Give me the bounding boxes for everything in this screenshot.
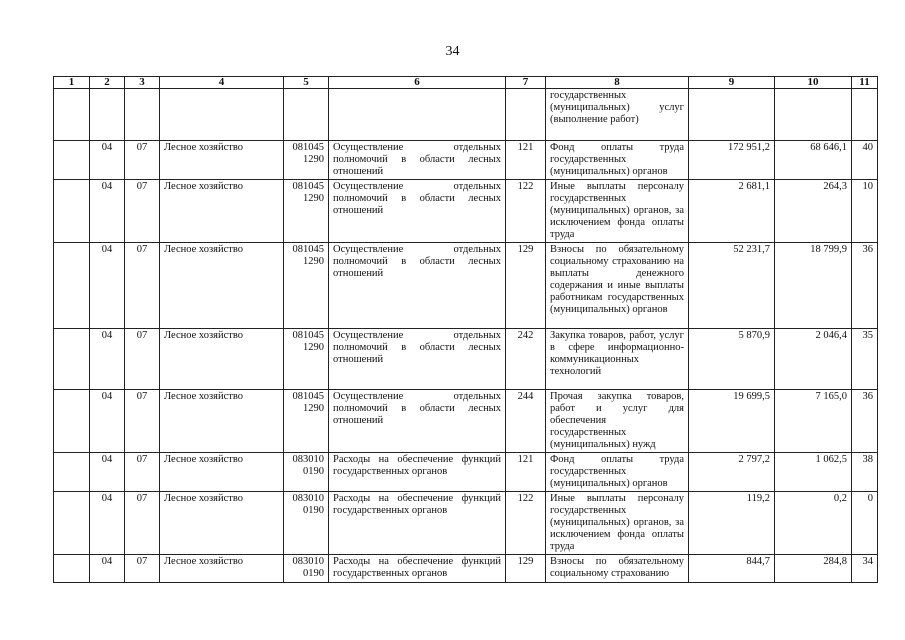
- column-header-2: 2: [90, 77, 125, 89]
- cell-col1: [54, 390, 90, 453]
- cell-executed: 1 062,5: [775, 453, 852, 492]
- cell-expense-name: Взносы по обязательному социальному страхованию на выплаты денежного содержания и иные выплаты работникам государственных (муниципальных) органов: [546, 243, 689, 329]
- column-header-10: 10: [775, 77, 852, 89]
- target-code-part2: 0190: [303, 568, 324, 579]
- cell-col1: [54, 492, 90, 555]
- cell-subsection: 07: [125, 141, 160, 180]
- cell-subsection: 07: [125, 492, 160, 555]
- cell-section-name: Лесное хозяйство: [160, 180, 284, 243]
- column-header-5: 5: [284, 77, 329, 89]
- cell-expense-name: Иные выплаты персоналу государственных (муниципальных) органов, за исключением фонда оплаты труда: [546, 492, 689, 555]
- target-code-part2: 1290: [303, 403, 324, 414]
- target-code-part1: 081045: [292, 142, 324, 153]
- cell-col1: [54, 89, 90, 141]
- cell-plan: 52 231,7: [689, 243, 775, 329]
- cell-col1: [54, 329, 90, 390]
- cell-target-code: [284, 390, 329, 453]
- cell-section-name: Лесное хозяйство: [160, 555, 284, 583]
- cell-expense-name: Фонд оплаты труда государственных (муниципальных) органов: [546, 453, 689, 492]
- cell-section: 04: [90, 329, 125, 390]
- table-header-row: [54, 77, 878, 89]
- cell-plan: 844,7: [689, 555, 775, 583]
- column-header-7: 7: [506, 77, 546, 89]
- cell-purpose: Осуществление отдельных полномочий в области лесных отношений: [329, 243, 506, 329]
- cell-section: 04: [90, 453, 125, 492]
- cell-subsection: 07: [125, 390, 160, 453]
- table-row: [54, 453, 878, 492]
- target-code-part2: 1290: [303, 256, 324, 267]
- cell-purpose: Расходы на обеспечение функций государственных органов: [329, 555, 506, 583]
- cell-purpose: Осуществление отдельных полномочий в области лесных отношений: [329, 180, 506, 243]
- page-number: 34: [445, 44, 460, 59]
- cell-expense-name: Закупка товаров, работ, услуг в сфере информационно-коммуникационных технологий: [546, 329, 689, 390]
- cell-section: 04: [90, 555, 125, 583]
- cell-subsection: 07: [125, 453, 160, 492]
- table-row: [54, 180, 878, 243]
- column-header-3: 3: [125, 77, 160, 89]
- cell-expense-type: 244: [506, 390, 546, 453]
- column-header-11: 11: [852, 77, 878, 89]
- cell-section-name: Лесное хозяйство: [160, 453, 284, 492]
- table-row: [54, 329, 878, 390]
- table-row: [54, 555, 878, 583]
- cell-percent: 40: [852, 141, 878, 180]
- cell-target-code: [284, 453, 329, 492]
- cell-target-code: [284, 141, 329, 180]
- cell-subsection: 07: [125, 243, 160, 329]
- cell-plan: 172 951,2: [689, 141, 775, 180]
- cell-expense-type: 121: [506, 141, 546, 180]
- cell-target-code: [284, 243, 329, 329]
- cell-section: 04: [90, 141, 125, 180]
- table-row: [54, 141, 878, 180]
- cell-subsection: 07: [125, 329, 160, 390]
- cell-plan: 2 681,1: [689, 180, 775, 243]
- target-code-part1: 083010: [292, 556, 324, 567]
- cell-target-code: [284, 89, 329, 141]
- budget-table: [53, 76, 878, 583]
- cell-expense-type: 242: [506, 329, 546, 390]
- column-header-4: 4: [160, 77, 284, 89]
- cell-target-code: [284, 492, 329, 555]
- target-code-part2: 1290: [303, 193, 324, 204]
- cell-expense-name: государственных (муниципальных) услуг (выполнение работ): [546, 89, 689, 141]
- cell-section-name: Лесное хозяйство: [160, 329, 284, 390]
- cell-expense-type: 122: [506, 180, 546, 243]
- table-body: [54, 89, 878, 583]
- cell-section-name: [160, 89, 284, 141]
- cell-expense-name: Взносы по обязательному социальному страхованию: [546, 555, 689, 583]
- cell-section: 04: [90, 243, 125, 329]
- cell-expense-type: 122: [506, 492, 546, 555]
- target-code-part1: 083010: [292, 454, 324, 465]
- cell-expense-type: 129: [506, 555, 546, 583]
- table-row: [54, 390, 878, 453]
- cell-plan: [689, 89, 775, 141]
- cell-percent: 36: [852, 390, 878, 453]
- column-header-6: 6: [329, 77, 506, 89]
- cell-col1: [54, 141, 90, 180]
- cell-plan: 2 797,2: [689, 453, 775, 492]
- cell-percent: 34: [852, 555, 878, 583]
- cell-executed: 0,2: [775, 492, 852, 555]
- cell-section: 04: [90, 390, 125, 453]
- cell-col1: [54, 180, 90, 243]
- cell-percent: 38: [852, 453, 878, 492]
- cell-percent: 10: [852, 180, 878, 243]
- cell-section-name: Лесное хозяйство: [160, 243, 284, 329]
- column-header-1: 1: [54, 77, 90, 89]
- target-code-part1: 081045: [292, 330, 324, 341]
- cell-expense-type: 129: [506, 243, 546, 329]
- cell-expense-type: [506, 89, 546, 141]
- cell-section: [90, 89, 125, 141]
- target-code-part2: 0190: [303, 466, 324, 477]
- cell-expense-type: 121: [506, 453, 546, 492]
- cell-purpose: Осуществление отдельных полномочий в области лесных отношений: [329, 141, 506, 180]
- cell-expense-name: Прочая закупка товаров, работ и услуг для обеспечения государственных (муниципальных) нужд: [546, 390, 689, 453]
- cell-executed: 264,3: [775, 180, 852, 243]
- target-code-part1: 083010: [292, 493, 324, 504]
- target-code-part2: 0190: [303, 505, 324, 516]
- cell-section-name: Лесное хозяйство: [160, 141, 284, 180]
- table-row: [54, 89, 878, 141]
- cell-section: 04: [90, 492, 125, 555]
- cell-percent: 36: [852, 243, 878, 329]
- cell-percent: 0: [852, 492, 878, 555]
- cell-plan: 19 699,5: [689, 390, 775, 453]
- cell-plan: 119,2: [689, 492, 775, 555]
- cell-purpose: Осуществление отдельных полномочий в области лесных отношений: [329, 390, 506, 453]
- cell-executed: [775, 89, 852, 141]
- cell-plan: 5 870,9: [689, 329, 775, 390]
- target-code-part1: 081045: [292, 244, 324, 255]
- cell-target-code: [284, 180, 329, 243]
- cell-subsection: 07: [125, 180, 160, 243]
- cell-target-code: [284, 555, 329, 583]
- column-header-9: 9: [689, 77, 775, 89]
- cell-percent: [852, 89, 878, 141]
- cell-target-code: [284, 329, 329, 390]
- cell-section: 04: [90, 180, 125, 243]
- cell-executed: 2 046,4: [775, 329, 852, 390]
- cell-purpose: Расходы на обеспечение функций государственных органов: [329, 453, 506, 492]
- cell-executed: 68 646,1: [775, 141, 852, 180]
- cell-purpose: [329, 89, 506, 141]
- cell-purpose: Осуществление отдельных полномочий в области лесных отношений: [329, 329, 506, 390]
- column-header-8: 8: [546, 77, 689, 89]
- cell-col1: [54, 243, 90, 329]
- cell-executed: 18 799,9: [775, 243, 852, 329]
- cell-section-name: Лесное хозяйство: [160, 390, 284, 453]
- target-code-part1: 081045: [292, 391, 324, 402]
- cell-section-name: Лесное хозяйство: [160, 492, 284, 555]
- cell-executed: 7 165,0: [775, 390, 852, 453]
- cell-col1: [54, 555, 90, 583]
- cell-col1: [54, 453, 90, 492]
- cell-expense-name: Иные выплаты персоналу государственных (муниципальных) органов, за исключением фонда оплаты труда: [546, 180, 689, 243]
- table-row: [54, 492, 878, 555]
- target-code-part1: 081045: [292, 181, 324, 192]
- cell-purpose: Расходы на обеспечение функций государственных органов: [329, 492, 506, 555]
- cell-percent: 35: [852, 329, 878, 390]
- cell-subsection: 07: [125, 555, 160, 583]
- target-code-part2: 1290: [303, 342, 324, 353]
- cell-expense-name: Фонд оплаты труда государственных (муниципальных) органов: [546, 141, 689, 180]
- table-row: [54, 243, 878, 329]
- cell-subsection: [125, 89, 160, 141]
- target-code-part2: 1290: [303, 154, 324, 165]
- cell-executed: 284,8: [775, 555, 852, 583]
